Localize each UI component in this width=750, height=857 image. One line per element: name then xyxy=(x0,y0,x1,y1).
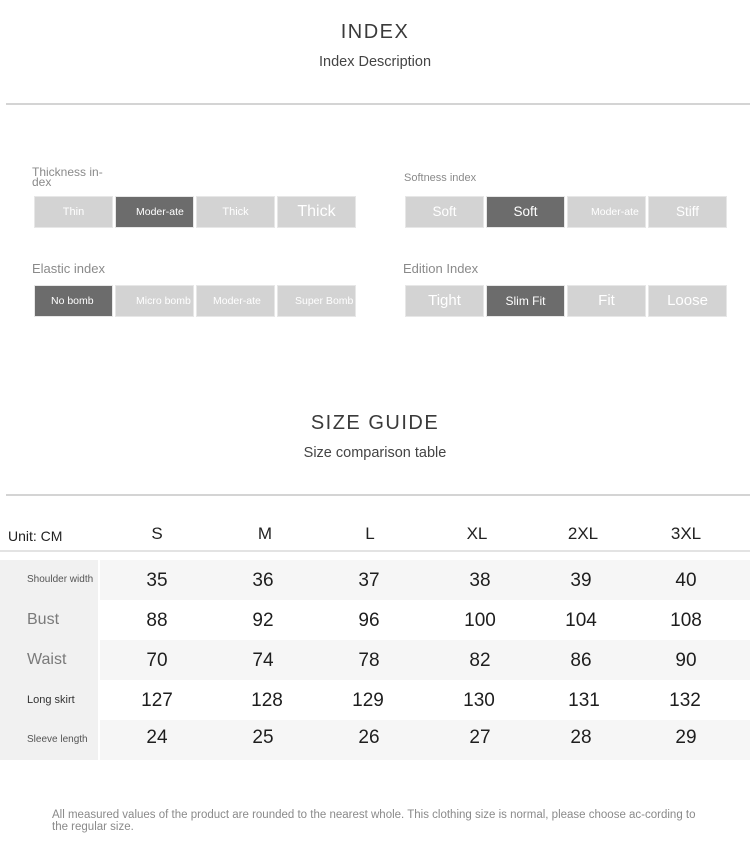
table-cell: 26 xyxy=(358,727,380,748)
divider xyxy=(6,103,750,105)
thickness-index-label: Thickness in-dex xyxy=(32,165,103,189)
footnote: All measured values of the product are rounded to the nearest whole. This clothing size is normal, please choose ac-cording to the regular size. xyxy=(52,809,696,833)
edition-index-label: Edition Index xyxy=(403,261,479,276)
table-cell: 127 xyxy=(141,690,173,711)
table-cell: 36 xyxy=(252,570,274,591)
softness-option-soft-selected: Soft xyxy=(486,196,565,228)
edition-option-slim-fit: Slim Fit xyxy=(486,285,565,317)
thickness-index-scale xyxy=(34,196,356,228)
size-header-xl: XL xyxy=(466,524,488,543)
table-cell: 78 xyxy=(358,650,380,671)
thickness-option-thick: Thick xyxy=(196,196,275,228)
size-header-3xl: 3XL xyxy=(670,524,702,543)
table-cell: 82 xyxy=(469,650,491,671)
table-cell: 92 xyxy=(252,610,274,631)
row-label-bust: Bust xyxy=(0,600,100,640)
elastic-option-no-bomb: No bomb xyxy=(34,285,113,317)
size-table-header xyxy=(0,516,750,552)
size-guide-title: SIZE GUIDE xyxy=(310,412,440,434)
table-cell: 74 xyxy=(252,650,274,671)
table-cell: 108 xyxy=(670,610,702,631)
elastic-option-moderate: Moder-ate xyxy=(196,285,275,317)
size-header-m: M xyxy=(257,524,273,543)
table-cell: 130 xyxy=(463,690,495,711)
table-cell: 40 xyxy=(675,570,697,591)
row-label-sleeve-length: Sleeve length xyxy=(0,720,100,760)
table-cell: 129 xyxy=(352,690,384,711)
table-cell: 86 xyxy=(570,650,592,671)
table-cell: 28 xyxy=(570,727,592,748)
table-cell: 29 xyxy=(675,727,697,748)
row-label-long-skirt: Long skirt xyxy=(0,680,100,720)
size-header-l: L xyxy=(365,524,375,543)
size-header-s: S xyxy=(151,524,163,543)
softness-index-label: Softness index xyxy=(404,172,477,184)
index-subtitle: Index Description xyxy=(318,54,432,70)
table-row xyxy=(0,600,750,640)
row-label-waist: Waist xyxy=(0,640,100,680)
thickness-option-thin: Thin xyxy=(34,196,113,228)
table-row xyxy=(0,560,750,600)
elastic-index-label: Elastic index xyxy=(32,261,105,276)
elastic-option-super-bomb: Super Bomb xyxy=(277,285,356,317)
edition-index-scale xyxy=(405,285,727,317)
table-cell: 131 xyxy=(568,690,600,711)
unit-label: Unit: CM xyxy=(8,528,63,544)
table-row xyxy=(0,680,750,720)
table-row xyxy=(0,720,750,760)
row-label-shoulder-width: Shoulder width xyxy=(0,560,100,600)
edition-option-loose: Loose xyxy=(648,285,727,317)
table-cell: 70 xyxy=(146,650,168,671)
size-table xyxy=(0,516,750,760)
table-cell: 104 xyxy=(565,610,597,631)
edition-option-fit: Fit xyxy=(567,285,646,317)
table-cell: 96 xyxy=(358,610,380,631)
table-row xyxy=(0,640,750,680)
thickness-option-thick-large: Thick xyxy=(277,196,356,228)
table-cell: 88 xyxy=(146,610,168,631)
edition-option-tight: Tight xyxy=(405,285,484,317)
elastic-index-scale xyxy=(34,285,356,317)
table-cell: 39 xyxy=(570,570,592,591)
thickness-option-moderate: Moder-ate xyxy=(115,196,194,228)
table-cell: 25 xyxy=(252,727,274,748)
index-title: INDEX xyxy=(340,21,410,43)
table-cell: 24 xyxy=(146,727,168,748)
size-header-2xl: 2XL xyxy=(567,524,599,543)
table-cell: 100 xyxy=(464,610,496,631)
table-cell: 132 xyxy=(669,690,701,711)
table-cell: 35 xyxy=(146,570,168,591)
softness-option-stiff: Stiff xyxy=(648,196,727,228)
elastic-option-micro-bomb: Micro bomb xyxy=(115,285,194,317)
table-cell: 90 xyxy=(675,650,697,671)
table-cell: 128 xyxy=(251,690,283,711)
table-cell: 37 xyxy=(358,570,380,591)
table-cell: 27 xyxy=(469,727,491,748)
size-guide-subtitle: Size comparison table xyxy=(303,445,447,461)
softness-index-scale xyxy=(405,196,727,228)
divider xyxy=(6,494,750,496)
softness-option-moderate: Moder-ate xyxy=(567,196,646,228)
softness-option-soft: Soft xyxy=(405,196,484,228)
table-cell: 38 xyxy=(469,570,491,591)
